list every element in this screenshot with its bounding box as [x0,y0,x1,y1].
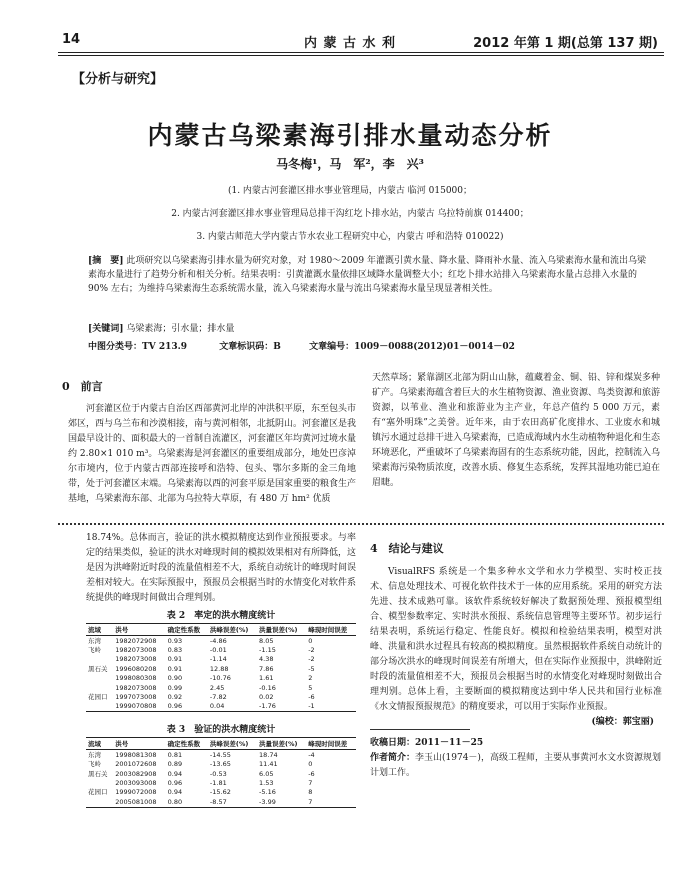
table-cell: 7 [306,797,356,807]
table-cell: 2 [308,674,313,683]
table-cell: 花园口 [88,788,108,797]
table-2-grid [86,623,356,712]
authors: 马冬梅¹，马 军²，李 兴³ [276,157,424,171]
table-cell: 18.74 [259,750,278,759]
table-header-cell: 洪量误差(%) [257,624,306,636]
header-rule-2 [58,55,664,56]
table-row [86,674,356,683]
table-cell: 0.80 [166,797,208,807]
table-header-cell: 洪号 [113,624,165,636]
abstract-text: 此项研究以乌梁素海引排水量为研究对象，对 1980～2009 年灌溉引黄水量、降水量、降雨补水量、流入乌梁素海水量和流出乌梁素海水量进行了趋势分析和相关分析。结果表明：引黄灌溉水量依排区域降水量调整大小；红圪卜排水站排入乌梁素海水量占总排入水量的 90% 左右；为维持乌梁素海生态系统需水量，流入乌梁素海水量与流出乌梁素海水量呈现显著相关性。 [88,256,646,294]
issue-info: 2012 年第 1 期(总第 137 期) [473,36,658,51]
journal-name: 内 蒙 古 水 利 [303,36,397,51]
intro-right-column [372,371,660,491]
table-cell: -0.53 [209,769,227,778]
table-row [86,645,356,654]
table-header-cell: 流域 [86,624,113,636]
table-cell [86,702,113,712]
conclusion-body: VisualRFS 系统是一个集多种水文学和水力学模型、实时校正技术、信息处理技术、可视化软件技术于一体的应用系统。采用的研究方法先进、技术成熟可靠。该软件系统较好解决了数据预处理、预报模型组合、模型参数率定、实时洪水预报、系统信息管理等主要环节。初步运行结果表明，系统运行稳定、性能良好。模拟和检验结果表明，模型对洪峰、洪量和洪水过程具有较高的模拟精度。虽然根据软件系统自动统计的部分场次洪水的峰现时间误差有所增大，但在实际作业预报中，洪峰附近时段的流量值相差不大，预报员会根据当时的水情变化对峰现时刻做出合理判别。总体上看，主要断面的模拟精度达到中华人民共和国行业标准《水文情报预报规范》的精度要求，可以用于实际作业预报。 [370,567,662,712]
table-cell: -6 [308,769,315,778]
table-cell: -3.99 [257,797,306,807]
table-cell: 0 [308,636,313,645]
section-tag: 【分析与研究】 [72,72,164,87]
affiliation-3: 3. 内蒙古师范大学内蒙古节水农业工程研究中心，内蒙古 呼和浩特 010022) [196,232,504,242]
author-bio-label: 作者简介： [370,753,416,763]
table-cell: 东湾 [88,750,101,759]
table-row [86,797,356,807]
document-code: 文章标识码：B [219,342,281,352]
table-cell: 1997073008 [115,692,157,701]
table-row [86,664,356,673]
table-cell: 1.53 [259,778,274,787]
table-cell: 4.38 [259,655,274,664]
table-2-caption: 表 2 率定的洪水精度统计 [166,611,276,621]
table-cell [86,778,113,787]
table-cell [86,655,113,664]
header-rule [58,52,664,53]
table-cell: 0.92 [167,692,183,701]
intro-left-column [62,378,357,507]
table-cell: -0.16 [259,683,276,692]
table-cell: 11.41 [259,760,278,769]
table-row [86,750,356,760]
table-3-grid [86,737,356,807]
table-row [86,788,356,797]
table-cell: -2 [308,655,315,664]
table-cell: 7.86 [259,664,274,673]
table-cell: -2 [308,645,315,654]
table-header-cell: 洪号 [113,738,165,750]
table-cell: -14.55 [209,750,231,759]
table-row [86,778,356,787]
table-cell: 0.96 [166,702,208,712]
classification-line [88,340,648,354]
abstract-label: [摘 要] [88,256,124,266]
table-cell: 0.04 [208,702,257,712]
clc-number: 中图分类号：TV 213.9 [88,342,187,352]
page-number: 14 [62,32,81,47]
table-cell: 0.89 [167,760,183,769]
table-cell: 8 [308,788,313,797]
table-cell: 1998080308 [115,674,157,683]
table-cell: -13.65 [209,760,231,769]
table-cell: 2005081008 [113,797,165,807]
intro-heading: 0 前言 [62,380,103,393]
table-cell: -1.81 [209,778,227,787]
table-cell: -4.86 [209,636,227,645]
intro-text-right: 天然草场；紧靠湖区北部为阴山山脉，蕴藏着金、铜、铅、锌和煤炭多种矿产。乌梁素海蕴含着巨大的水生植物资源、渔业资源、鸟类资源和旅游资源，以苇业、渔业和旅游业为主产业，年总产值约 5 000 万元，素有“塞外明珠”之美誉。近年来，由于农田高矿化度排水、工业废水和城镇污水通过总排干进入乌梁素海，已造成海域内水生动植物种退化和生态环境恶化，严重破坏了乌梁素海固有的生态系统功能，因此，控制流入乌梁素海污染物质浓度，改善水质、修复生态系统，发挥其湿地功能已迫在眉睫。 [372,373,661,488]
affiliation-1: (1. 内蒙古河套灌区排水事业管理局，内蒙古 临河 015000； [227,186,473,196]
table-cell [86,797,113,807]
table-cell: 0.94 [167,788,183,797]
article-title: 内蒙古乌梁素海引排水量动态分析 [147,121,553,150]
table-row [86,702,356,712]
table-cell: 2003082908 [115,769,157,778]
table-row [86,769,356,778]
table-cell: 8.05 [259,636,274,645]
table-cell: 0.02 [259,692,274,701]
keywords: 乌梁素海；引水量；排水量 [126,324,235,334]
table-cell: 2001072608 [115,760,157,769]
table-cell: 6.05 [259,769,274,778]
table-row [86,655,356,664]
table-cell: -10.76 [209,674,231,683]
table-cell: 0.91 [167,655,183,664]
table-cell: 黑石关 [88,769,108,778]
table-cell: 7 [308,778,313,787]
table-cell: -1.15 [259,645,276,654]
abstract [88,254,648,296]
table-cell: -5.16 [259,788,276,797]
table-cell: 1999070808 [113,702,165,712]
table-2 [86,608,356,712]
table-cell: 0.96 [167,778,183,787]
lower-left-column [86,531,356,808]
table-cell: 0.94 [167,769,183,778]
conclusion-text [370,565,662,727]
intro-text-left: 河套灌区位于内蒙古自治区西部黄河北岸的冲洪积平原，东至包头市郊区，西与乌兰布和沙漠相接，南与黄河相邻，北抵阴山。河套灌区是我国最早设计的、面积最大的一首制自流灌区，河套灌区年均黄河过境水量约 2.80×1 010 m³。乌梁素海是河套灌区的重要组成部分，地处巴彦淖尔市境内，位于内蒙古西部连接呼和浩特、包头、鄂尔多斯的金三角地带，处于河套灌区末端。乌梁素海以西的河套平原是国家重要的粮食生产基地，乌梁素海东部、北部为乌拉特大草原，有 480 万 hm² 优质 [68,404,357,504]
table-cell: 12.88 [209,664,229,673]
keywords-label: [关键词] [88,324,124,334]
table-cell: 0.93 [167,636,183,645]
table-cell: 2003093008 [115,778,157,787]
table-header-cell: 流域 [86,738,113,750]
table-cell: 1.61 [259,674,274,683]
author-bio-text: 李玉山(1974－)，高级工程师，主要从事黄河水文水资源规划计划工作。 [370,753,661,778]
table-header-cell: 确定性系数 [166,624,208,636]
table-cell: 飞岭 [88,760,101,769]
table-cell: 1982073008 [115,645,157,654]
table-3 [86,722,356,807]
lower-right-column [370,540,662,781]
table-cell: -1.14 [209,655,227,664]
author-bio [370,751,662,781]
table-cell: -0.01 [209,645,227,654]
article-number: 文章编号：1009－0088(2012)01－0014－02 [309,342,515,352]
table-cell: 东湾 [88,636,101,645]
table-header-cell: 峰现时间误差 [306,738,356,750]
table-header-cell: 确定性系数 [166,738,208,750]
table-header-cell: 峰现时间误差 [306,624,356,636]
table-cell: 0 [308,760,313,769]
table-cell [86,683,113,692]
editor-note: (编校：郭宝丽) [591,717,654,727]
affiliation-2: 2. 内蒙古河套灌区排水事业管理局总排干沟红圪卜排水站，内蒙古 乌拉特前旗 014400； [171,209,529,219]
continued-text: 18.74%。总体而言，验证的洪水模拟精度达到作业预报要求。与率定的结果类似，验证的洪水对峰现时间的模拟效果相对有所降低，这是因为洪峰附近时段的流量值相差不大，系统自动统计的峰现时间误差相对较大。在实际预报中，预报员会根据当时的水情变化对软件系统提供的峰现时间做出合理判别。 [86,533,357,603]
table-cell: 1998081308 [115,750,157,759]
received-date: 收稿日期：2011－11－25 [370,738,484,748]
table-cell: 0.99 [167,683,183,692]
table-cell: -4 [308,750,315,759]
table-header-cell: 洪峰误差(%) [208,738,257,750]
table-cell: -6 [308,692,315,701]
table-cell: -1.76 [257,702,306,712]
section-divider [58,523,664,525]
table-cell: 1999072008 [115,788,157,797]
keywords-line [88,322,648,336]
table-cell: -5 [308,664,315,673]
table-cell [86,674,113,683]
table-cell: -8.57 [208,797,257,807]
table-row [86,692,356,701]
table-cell: -15.62 [209,788,231,797]
table-cell: 1982073008 [115,683,157,692]
table-cell: -7.82 [209,692,227,701]
table-cell: 飞岭 [88,645,101,654]
table-header-cell: 洪量误差(%) [257,738,306,750]
table-cell: 0.83 [167,645,183,654]
table-cell: 2.45 [209,683,225,692]
table-cell: 1982073008 [115,655,157,664]
conclusion-heading: 4 结论与建议 [370,542,444,555]
footnote-rule [370,729,470,730]
table-cell: 0.90 [167,674,183,683]
table-cell: 0.81 [167,750,183,759]
table-header-cell: 洪峰误差(%) [208,624,257,636]
table-cell: 0.91 [167,664,183,673]
table-3-caption: 表 3 验证的洪水精度统计 [166,725,276,736]
table-cell: 5 [308,683,313,692]
table-cell: 花园口 [88,692,108,701]
table-row [86,760,356,769]
table-cell: 1996080208 [115,664,157,673]
table-cell: 黑石关 [88,664,108,673]
table-cell: 1982072908 [115,636,157,645]
table-cell: -1 [306,702,356,712]
table-row [86,683,356,692]
table-row [86,636,356,646]
